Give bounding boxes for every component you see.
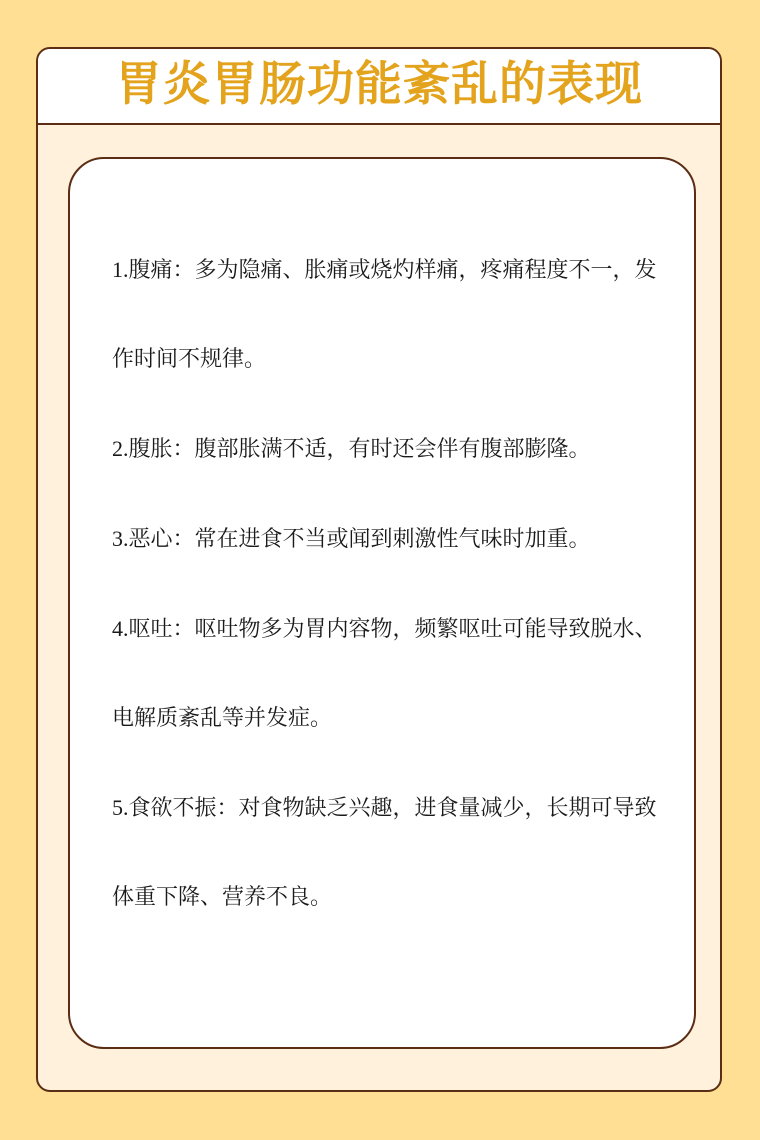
item-text: 食欲不振：对食物缺乏兴趣，进食量减少，长期可导致体重下降、营养不良。	[112, 796, 657, 910]
item-number: 1.	[112, 257, 129, 282]
item-number: 2.	[112, 436, 129, 461]
item-number: 3.	[112, 526, 129, 551]
list-item	[112, 763, 678, 942]
symptom-list	[112, 225, 678, 942]
card-header	[38, 49, 720, 125]
info-card	[36, 47, 722, 1092]
item-text: 腹胀：腹部胀满不适，有时还会伴有腹部膨隆。	[128, 437, 591, 462]
list-item	[112, 494, 678, 584]
item-text: 恶心：常在进食不当或闻到刺激性气味时加重。	[128, 527, 591, 552]
list-item	[112, 225, 678, 404]
item-text: 腹痛：多为隐痛、胀痛或烧灼样痛，疼痛程度不一，发作时间不规律。	[112, 258, 657, 372]
item-number: 5.	[112, 795, 129, 820]
item-number: 4.	[112, 616, 129, 641]
content-box	[68, 157, 696, 1049]
item-text: 呕吐：呕吐物多为胃内容物，频繁呕吐可能导致脱水、电解质紊乱等并发症。	[112, 617, 657, 731]
page-title: 胃炎胃肠功能紊乱的表现	[115, 56, 643, 112]
list-item	[112, 584, 678, 763]
list-item	[112, 404, 678, 494]
